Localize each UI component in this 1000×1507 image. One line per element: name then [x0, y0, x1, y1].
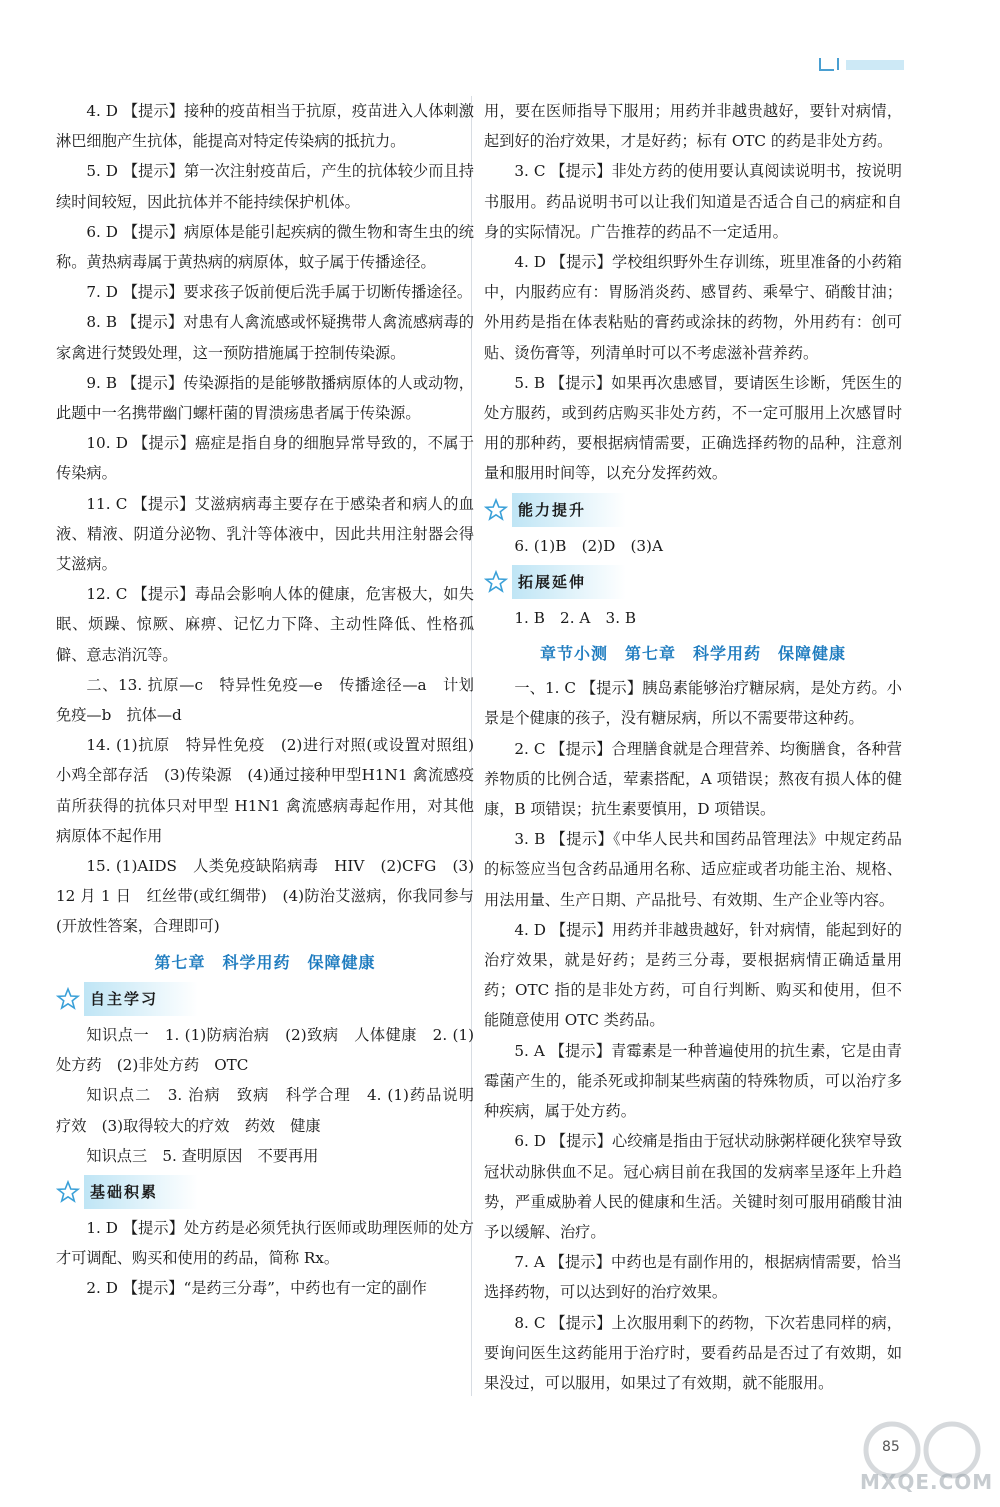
answer-item: 2. D 【提示】“是药三分毒”，中药也有一定的副作: [86, 1279, 427, 1298]
answer-item: 1. D 【提示】处方药是必须凭执行医师或助理医师的处方才可调配、购买和使用的药品，简称 Rx。: [56, 1218, 474, 1268]
answer-item: 3. C 【提示】非处方药的使用要认真阅读说明书，按说明书服用。药品说明书可以让我们知道是否适合自己的病症和自身的实际情况。广告推荐的药品不一定适用。: [484, 162, 902, 241]
answer-item: 12. C 【提示】毒品会影响人体的健康，危害极大，如失眠、烦躁、惊厥、麻痹、记忆力下降、主动性降低、性格孤僻、意志消沉等。: [56, 585, 474, 664]
answer-item: 3. B 【提示】《中华人民共和国药品管理法》中规定药品的标签应当包含药品通用名称、适应症或者功能主治、规格、用法用量、生产日期、产品批号、有效期、生产企业等内容。: [484, 830, 902, 909]
answer-item: 8. B 【提示】对患有人禽流感或怀疑携带人禽流感病毒的家禽进行焚毁处理，这一预防措施属于控制传染源。: [56, 313, 474, 362]
answer-item: 7. D 【提示】要求孩子饭前便后洗手属于切断传播途径。: [86, 283, 473, 302]
star-icon: [56, 987, 80, 1011]
section-header-zizhu: [56, 982, 474, 1016]
answer-item: 2. C 【提示】合理膳食就是合理营养、均衡膳食，各种营养物质的比例合适，荤素搭配，A 项错误；熬夜有损人体的健康，B 项错误；抗生素要慎用，D 项错误。: [484, 739, 902, 819]
answer-item: 11. C 【提示】艾滋病病毒主要存在于感染者和病人的血液、精液、阴道分泌物、乳汁等体液中，因此共用注射器会得艾滋病。: [56, 494, 474, 574]
answer-item: 6. D 【提示】心绞痛是指由于冠状动脉粥样硬化狭窄导致冠状动脉供血不足。冠心病目前在我国的发病率呈逐年上升趋势，严重威胁着人民的健康和生活。关键时刻可服用硝酸甘油予以缓解、治疗。: [484, 1132, 902, 1241]
answer-item: 15. (1)AIDS 人类免疫缺陷病毒 HIV (2)CFG (3)12 月 1 日 红丝带(或红绸带) (4)防治艾滋病，你我同参与(开放性答案，合理即可): [56, 857, 474, 936]
star-icon: [484, 498, 508, 522]
answer-item: 8. C 【提示】上次服用剩下的药物，下次若患同样的病，要询问医生这药能用于治疗时，要看药品是否过了有效期，如果没过，可以服用，如果过了有效期，就不能服用。: [484, 1313, 902, 1392]
star-icon: [56, 1180, 80, 1204]
answer-item: 4. D 【提示】学校组织野外生存训练，班里准备的小药箱中，内服药应有：胃肠消炎药、感冒药、乘晕宁、硝酸甘油；外用药是指在体表粘贴的膏药或涂抹的药物，外用药有：创可贴、烫伤膏等，列清单时可以不考虑滋补营养药。: [484, 253, 902, 362]
section-title: 能力提升: [512, 493, 626, 527]
answer-item: 7. A 【提示】中药也是有副作用的，根据病情需要，恰当选择药物，可以达到好的治疗效果。: [484, 1253, 902, 1302]
header-decoration: [818, 52, 908, 76]
answer-item: 6. D 【提示】病原体是能引起疾病的微生物和寄生虫的统称。黄热病毒属于黄热病的病原体，蚊子属于传播途径。: [56, 222, 474, 272]
section-title: 基础积累: [84, 1175, 198, 1209]
section-header-tuozhan: [484, 565, 902, 599]
chapter-title: 第七章 科学用药 保障健康: [154, 952, 376, 972]
answer-item: 5. A 【提示】青霉素是一种普遍使用的抗生素，它是由青霉菌产生的，能杀死或抑制某些病菌的特殊物质，可以治疗多种疾病，属于处方药。: [484, 1041, 902, 1121]
answer-item: 二、13. 抗原—c 特异性免疫—e 传播途径—a 计划免疫—b 抗体—d: [56, 675, 474, 725]
answer-item: 10. D 【提示】癌症是指自身的细胞异常导致的，不属于传染病。: [56, 434, 474, 483]
answer-item: 一、1. C 【提示】胰岛素能够治疗糖尿病，是处方药。小景是个健康的孩子，没有糖尿病，所以不需要带这种药。: [484, 679, 902, 728]
continuation-text: 用，要在医师指导下服用；用药并非越贵越好，要针对病情，起到好的治疗效果，才是好药；标有 OTC 的药是非处方药。: [484, 102, 902, 151]
knowledge-item: 知识点三 5. 查明原因 不要再用: [86, 1146, 319, 1165]
knowledge-item: 知识点二 3. 治病 致病 科学合理 4. (1)药品说明 疗效 (3)取得较大的疗效 药效 健康: [56, 1086, 490, 1135]
answer-item: 9. B 【提示】传染源指的是能够散播病原体的人或动物，此题中一名携带幽门螺杆菌的胃溃疡患者属于传染源。: [56, 373, 474, 423]
chapter-test-title: 章节小测 第七章 科学用药 保障健康: [539, 644, 846, 664]
section-title: 自主学习: [84, 982, 198, 1016]
section-title: 拓展延伸: [512, 565, 626, 599]
answer-item: 6. (1)B (2)D (3)A: [514, 536, 663, 555]
page-number: 85: [882, 1439, 900, 1455]
star-icon: [484, 570, 508, 594]
watermark-text: MXQE.COM: [860, 1470, 994, 1494]
answer-item: 5. D 【提示】第一次注射疫苗后，产生的抗体较少而且持续时间较短，因此抗体并不能持续保护机体。: [56, 162, 474, 211]
section-header-nengli: [484, 493, 902, 527]
answer-item: 1. B 2. A 3. B: [514, 608, 637, 627]
answer-item: 14. (1)抗原 特异性免疫 (2)进行对照(或设置对照组) 小鸡全部存活 (3)传染源 (4)通过接种甲型H1N1 禽流感疫苗所获得的抗体只对甲型 H1N1 禽流感病毒起作用，对其他病原体不起作用: [56, 736, 490, 845]
answer-item: 4. D 【提示】接种的疫苗相当于抗原，疫苗进入人体刺激淋巴细胞产生抗体，能提高对特定传染病的抵抗力。: [56, 102, 474, 151]
right-column: [484, 96, 902, 1398]
answer-item: 5. B 【提示】如果再次患感冒，要请医生诊断，凭医生的处方服药，或到药店购买非处方药，不一定可服用上次感冒时用的那种药，要根据病情需要，正确选择药物的品种，注意剂量和服用时间等，以充分发挥药效。: [484, 373, 902, 483]
left-column: [56, 96, 490, 1304]
knowledge-item: 知识点一 1. (1)防病治病 (2)致病 人体健康 2. (1)处方药 (2)非处方药 OTC: [56, 1025, 474, 1075]
answer-item: 4. D 【提示】用药并非越贵越好，针对病情，能起到好的治疗效果，就是好药；是药三分毒，要根据病情正确适量用药；OTC 指的是非处方药，可自行判断、购买和使用，但不能随意使用 OTC 类药品。: [484, 920, 902, 1030]
section-header-jichu: [56, 1175, 474, 1209]
